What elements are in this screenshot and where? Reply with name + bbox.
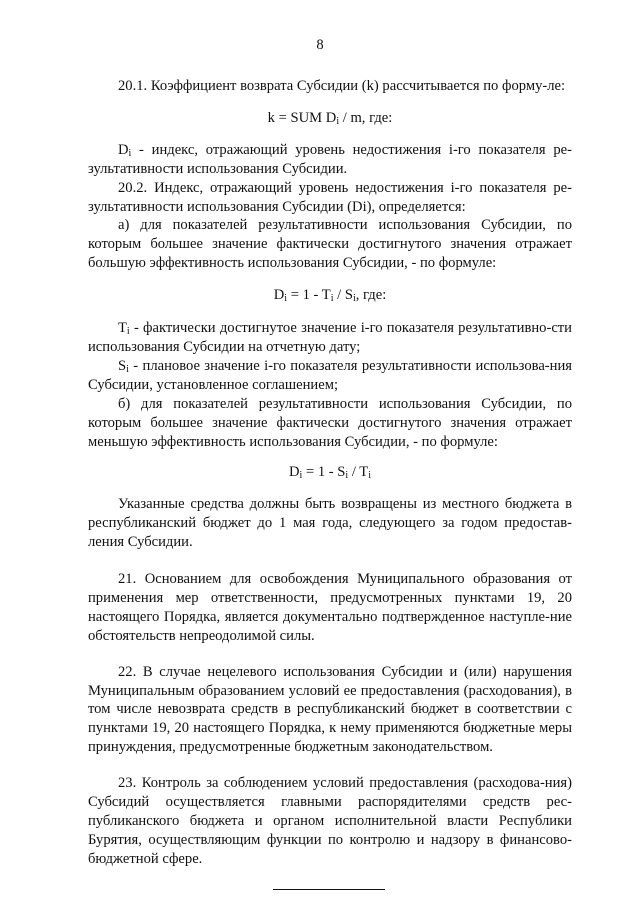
paragraph-22: 22. В случае нецелевого использования Субсидии и (или) нарушения Муниципальным образованием условий ее предоставления (расходования), в том числе невозврата средств в республиканский бюджет в соответствии с пунктами 19, 20 настоящего Порядка, к нему применяются бюджетные меры принуждения, предусмотренные бюджетным законодательством. xyxy=(88,663,572,756)
formula-di-a: $D_i = 1 - T_i / S_i$, где: xyxy=(273,287,387,305)
paragraph-return-funds: Указанные средства должны быть возвращены из местного бюджета в республиканский бюджет до 1 мая года, следующего за годом предостав-ления Субсидии. xyxy=(88,496,572,551)
definition-ti: $T_i$ - фактически достигнутое значение i-го показателя результативно-сти использования Субсидии на отчетную дату; xyxy=(88,320,572,355)
document-body xyxy=(88,77,572,890)
definition-di: $D_i$ - индекс, отражающий уровень недостижения i-го показателя ре-зультативности использования Субсидии. xyxy=(88,141,572,177)
item-b: б) для показателей результативности использования Субсидии, по которым большее значение фактически достигнутого значения отражает меньшую эффективность использования Субсидии, - по формуле: xyxy=(88,395,572,450)
page-number: 8 xyxy=(316,37,324,53)
paragraph-20-2: 20.2. Индекс, отражающий уровень недостижения i-го показателя ре-зультативности использования Субсидии (Di), определяется: xyxy=(88,179,572,215)
paragraph-23: 23. Контроль за соблюдением условий предоставления (расходова-ния) Субсидий осуществляется главными распорядителями средств рес-публиканского бюджета и органом исполнительной власти Республики Бурятия, осуществляющим функции по контролю и надзору в финансово-бюджетной сфере. xyxy=(88,775,572,867)
item-a: а) для показателей результативности использования Субсидии, по которым большее значение фактически достигнутого значения отражает большую эффективность использования Субсидии, - по формуле: xyxy=(88,217,572,272)
formula-k: k = SUM $D_i$ / m, где: xyxy=(267,109,393,127)
definition-si: $S_i$ - плановое значение i-го показателя результативности использова-ния Субсидии, установленное соглашением; xyxy=(88,357,572,393)
end-separator-line xyxy=(273,889,385,890)
paragraph-20-1: 20.1. Коэффициент возврата Субсидии (k) рассчитывается по форму-ле: xyxy=(118,78,566,94)
formula-di-b: $D_i = 1 - S_i / T_i$ xyxy=(288,464,371,482)
paragraph-21: 21. Основанием для освобождения Муниципального образования от применения мер ответственности, предусмотренных пунктами 19, 20 настоящего Порядка, является документально подтвержденное наступле-ние обстоятельств непреодолимой силы. xyxy=(88,571,572,644)
